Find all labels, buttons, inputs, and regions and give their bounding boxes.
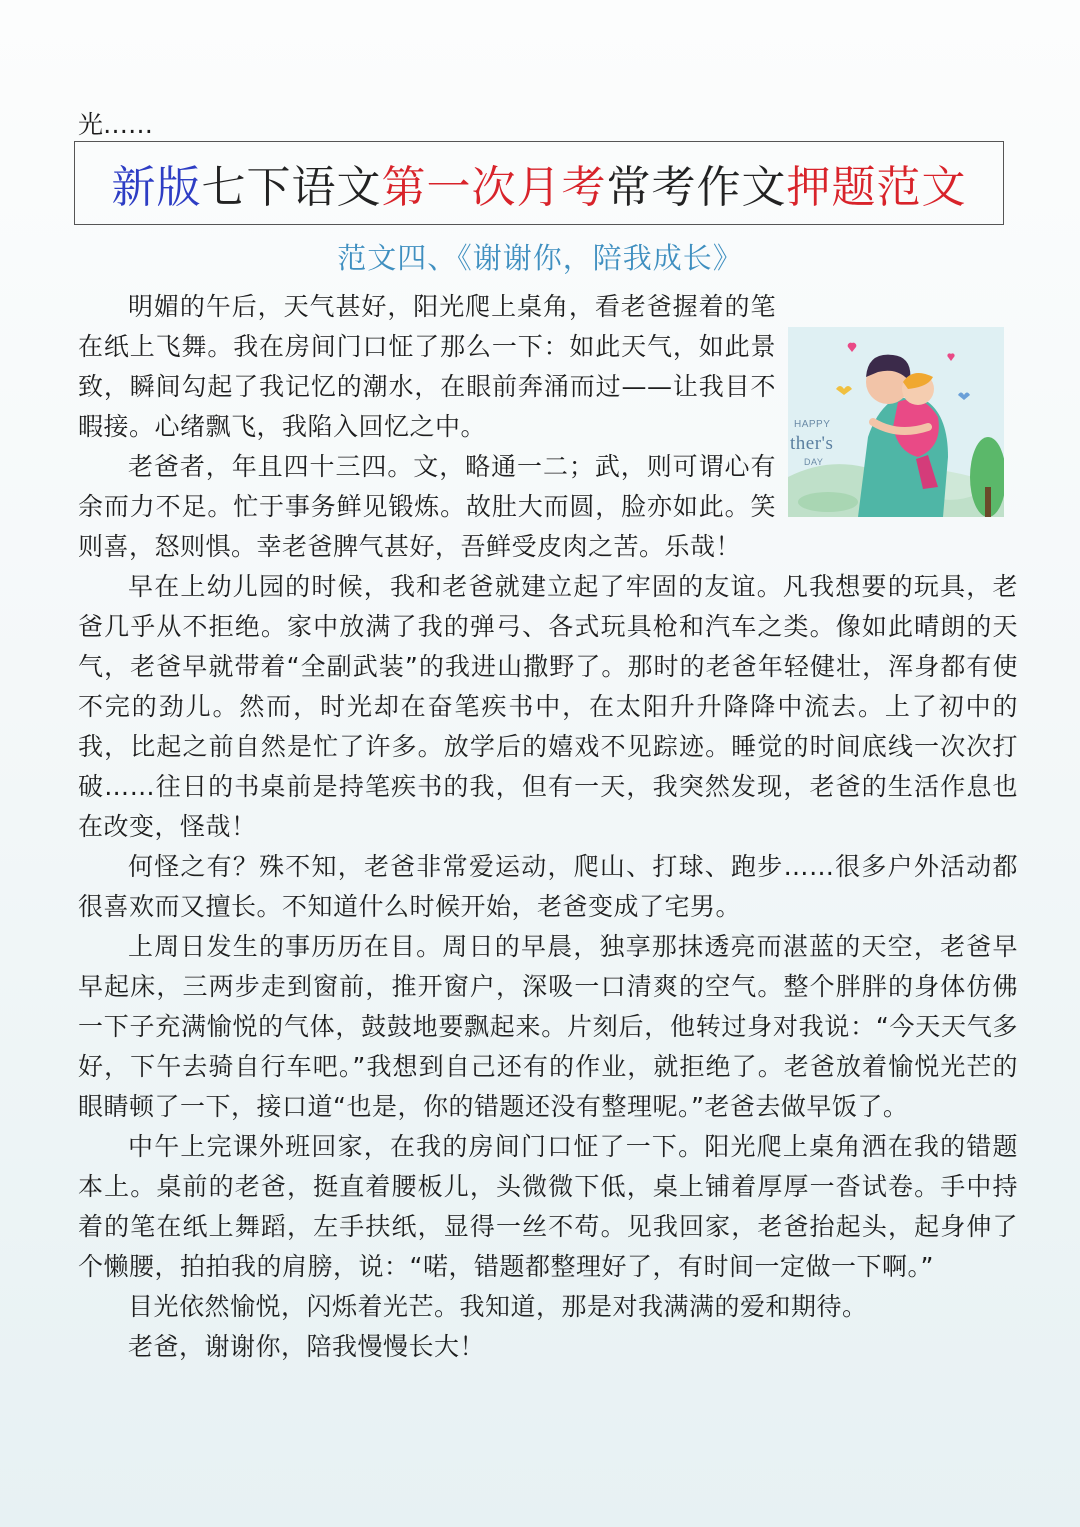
essay-paragraph-5: 上周日发生的事历历在目。周日的早晨，独享那抹透亮而湛蓝的天空，老爸早早起床，三两步走到窗前，推开窗户，深吸一口清爽的空气。整个胖胖的身体仿佛一下子充满愉悦的气体，鼓鼓地要飘起来。片刻后，他转过身对我说：“今天天气多好，下午去骑自行车吧。”我想到自己还有的作业，就拒绝了。老爸放着愉悦光芒的眼睛顿了一下，接口道“也是，你的错题还没有整理呢。”老爸去做早饭了。 [78,932,1018,1121]
title-part-5: 押题范文 [786,162,967,213]
title-part-1: 新版 [111,162,202,213]
title-part-4: 常考作文 [606,162,787,213]
essay-paragraph-2: 老爸者，年且四十三四。文，略通一二；武，则可谓心有余而力不足。忙于事务鲜见锻炼。故肚大而圆，脸亦如此。笑则喜，怒则惧。幸老爸脾气甚好，吾鲜受皮肉之苦。乐哉！ [78,452,776,561]
caption-line-2: ther's [790,433,834,454]
title-part-2: 七下语文 [201,162,382,213]
caption-line-1: HAPPY [794,419,831,430]
essay-paragraph-7: 目光依然愉悦，闪烁着光芒。我知道，那是对我满满的爱和期待。 [128,1292,868,1321]
essay-paragraph-3: 早在上幼儿园的时候，我和老爸就建立起了牢固的友谊。凡我想要的玩具，老爸几乎从不拒绝。家中放满了我的弹弓、各式玩具枪和汽车之类。像如此晴朗的天气，老爸早就带着“全副武装”的我进山撒野了。那时的老爸年轻健壮，浑身都有使不完的劲儿。然而，时光却在奋笔疾书中，在太阳升升降降中流去。上了初中的我，比起之前自然是忙了许多。放学后的嬉戏不见踪迹。睡觉的时间底线一次次打破……往日的书桌前是持笔疾书的我，但有一天，我突然发现，老爸的生活作息也在改变，怪哉！ [78,572,1018,841]
caption-line-3: DAY [804,457,824,467]
essay-subtitle: 范文四、《谢谢你，陪我成长》 [337,241,743,275]
title-banner [74,141,1004,225]
title-part-3: 第一次月考 [381,162,607,213]
essay-paragraph-6: 中午上完课外班回家，在我的房间门口怔了一下。阳光爬上桌角洒在我的错题本上。桌前的老爸，挺直着腰板儿，头微微下低，桌上铺着厚厚一沓试卷。手中持着的笔在纸上舞蹈，左手扶纸，显得一丝不苟。见我回家，老爸抬起头，起身伸了个懒腰，拍拍我的肩膀，说：“喏，错题都整理好了，有时间一定做一下啊。” [78,1132,1018,1281]
essay-paragraph-8: 老爸，谢谢你，陪我慢慢长大！ [128,1332,486,1361]
essay-body [78,287,1018,1367]
carry-over-text: 光…… [78,110,154,139]
essay-paragraph-4: 何怪之有？殊不知，老爸非常爱运动，爬山、打球、跑步……很多户外活动都很喜欢而又擅长。不知道什么时候开始，老爸变成了宅男。 [78,852,1018,921]
essay-paragraph-1: 明媚的午后，天气甚好，阳光爬上桌角，看老爸握着的笔在纸上飞舞。我在房间门口怔了那么一下：如此天气，如此景致，瞬间勾起了我记忆的潮水，在眼前奔涌而过——让我目不暇接。心绪飘飞，我陷入回忆之中。 [78,292,776,441]
fathers-day-illustration [788,327,1004,517]
